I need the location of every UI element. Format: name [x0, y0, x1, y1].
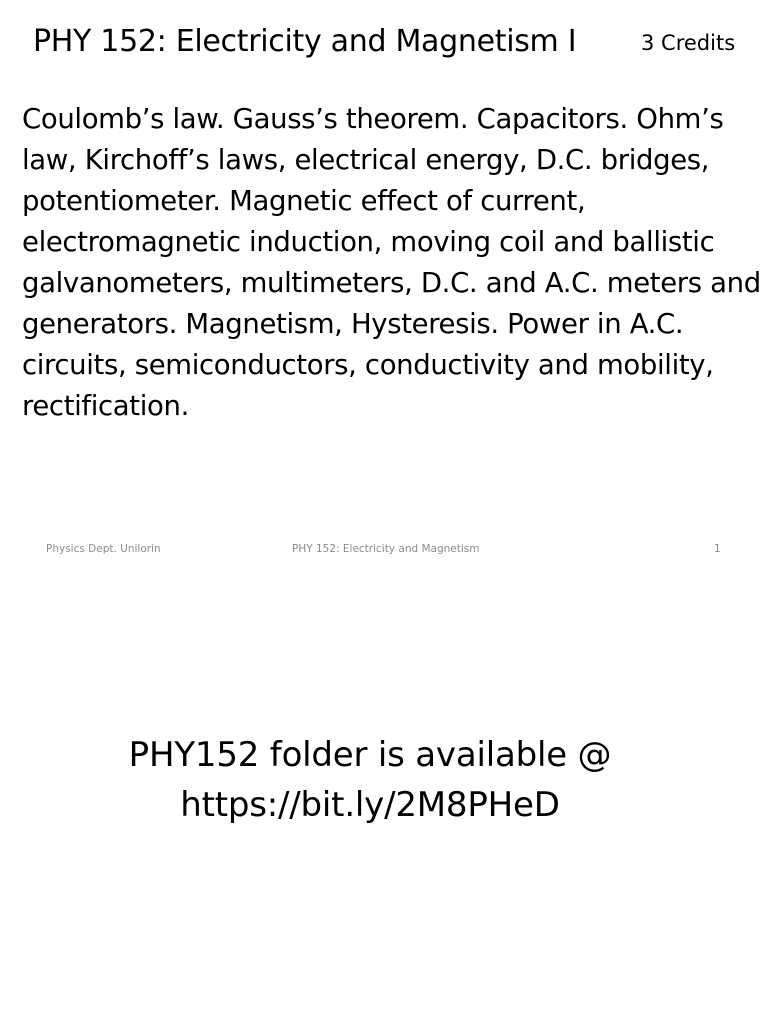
credits-label: 3 Credits: [641, 31, 736, 55]
folder-notice-text: PHY152 folder is available @: [128, 735, 612, 775]
footer-page-number: 1: [714, 543, 721, 555]
course-description: Coulomb’s law. Gauss’s theorem. Capacitors. Ohm’s law, Kirchoff’s laws, electrical energy, D.C. bridges, potentiometer. Magnetic effect of current, electromagnetic induction, moving coil and ballistic galvanometers, multimeters, D.C. and A.C. meters and generators. Magnetism, Hysteresis. Power in A.C. circuits, semiconductors, conductivity and mobility, rectification.: [22, 103, 761, 422]
footer-course-name: PHY 152: Electricity and Magnetism: [292, 543, 480, 555]
folder-link[interactable]: https://bit.ly/2M8PHeD: [180, 785, 560, 825]
course-title: PHY 152: Electricity and Magnetism I: [33, 24, 577, 59]
folder-notice: [0, 730, 740, 830]
title-row: [33, 20, 758, 64]
footer-department: Physics Dept. Unilorin: [46, 543, 161, 555]
